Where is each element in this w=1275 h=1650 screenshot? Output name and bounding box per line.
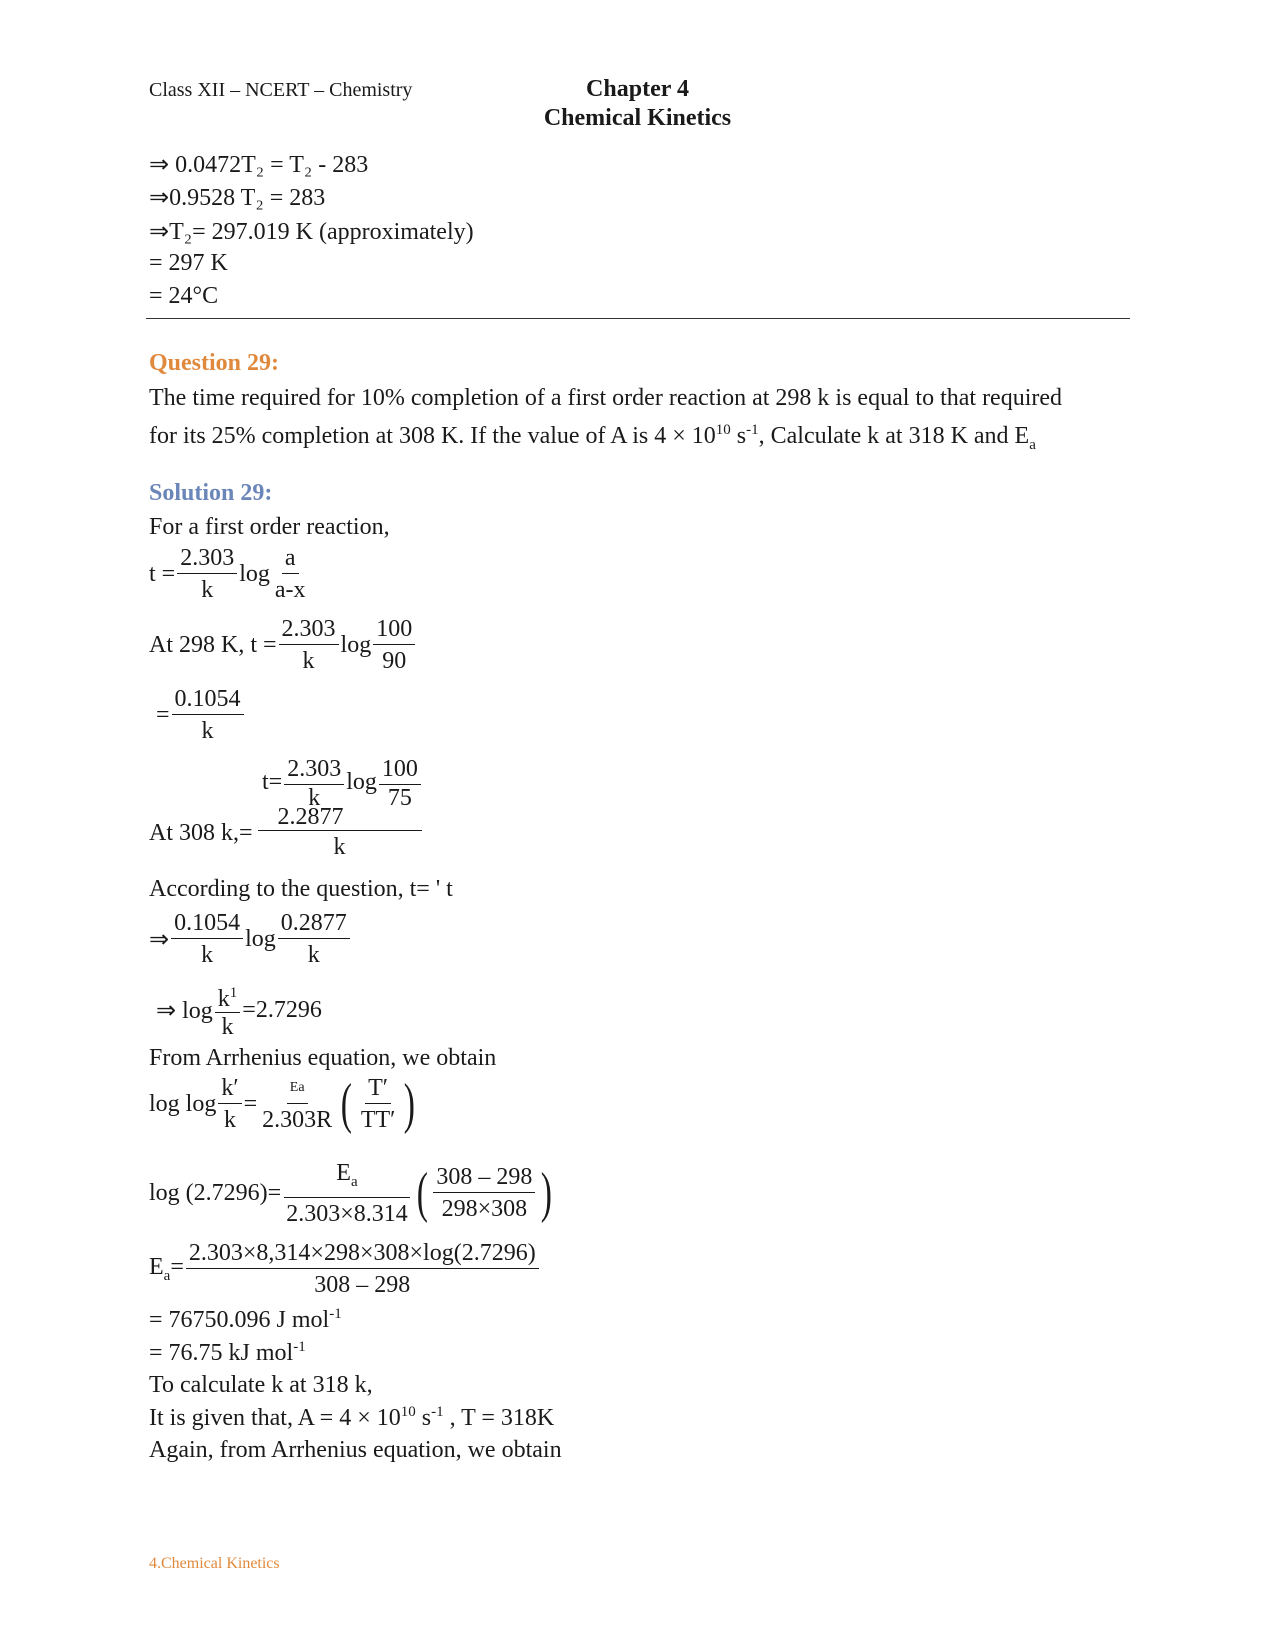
- q-sup-1: 10: [715, 422, 731, 438]
- eq9-left-paren: (: [416, 1162, 428, 1225]
- eq7-fraction: [215, 982, 241, 1038]
- equation-6: [149, 910, 352, 968]
- result2-sup: -1: [293, 1339, 306, 1355]
- eq9-lhs: log (2.7296)=: [149, 1179, 282, 1206]
- result1-sup: -1: [329, 1306, 342, 1322]
- q-text-a: for its 25% completion at 308 K. If the value of A is 4 × 10: [149, 423, 716, 449]
- eq2-num2: 100: [373, 616, 415, 645]
- eq4-den2: 75: [387, 785, 412, 811]
- eq9-den1: 2.303×8.314: [286, 1200, 408, 1227]
- eq3-fraction: [172, 686, 244, 744]
- eq1-num1: 2.303: [177, 545, 237, 574]
- according-text: According to the question, t= ' t: [149, 876, 453, 902]
- eq9-den2: 298×308: [441, 1196, 528, 1223]
- equation-2: [149, 616, 417, 674]
- eq5-num: 2.2877: [258, 806, 422, 831]
- eq1-num2: a: [282, 545, 299, 574]
- eq3-den: k: [201, 718, 214, 744]
- eq6-fraction-2: [278, 910, 350, 968]
- eq10-fraction: [186, 1240, 539, 1298]
- again-text: Again, from Arrhenius equation, we obtain: [149, 1437, 562, 1463]
- eq6-den2: k: [307, 942, 320, 968]
- eq10-den: 308 – 298: [314, 1272, 411, 1298]
- q-sub: a: [1029, 436, 1036, 453]
- eq1-log: log: [239, 560, 270, 587]
- question-line-2: [149, 414, 1139, 461]
- eq10-lhs: [149, 1254, 184, 1285]
- equation-7: [156, 982, 322, 1038]
- eq6-num1: 0.1054: [171, 910, 243, 939]
- eq3-lhs: =: [156, 701, 170, 728]
- given-c: , T = 318K: [443, 1405, 555, 1431]
- equation-5: [149, 806, 427, 860]
- eq7-num: [215, 982, 241, 1013]
- eq9-num1-sub: a: [350, 1173, 358, 1190]
- eq4-lhs: t=: [262, 768, 283, 795]
- equation-8: [149, 1075, 419, 1133]
- eq2-den1: k: [302, 648, 315, 674]
- eq9-num1-e: E: [336, 1160, 351, 1186]
- eq4-log: log: [346, 768, 377, 795]
- question-text: [149, 382, 1139, 461]
- eq9-right-paren: ): [541, 1162, 553, 1225]
- eq2-lhs: At 298 K, t =: [149, 631, 277, 658]
- question-title: Question 29:: [149, 350, 280, 376]
- eq5-fraction: [255, 806, 425, 860]
- eq6-lhs: ⇒: [149, 926, 170, 953]
- eq8-num3: T′: [365, 1075, 391, 1104]
- eq4-fraction-2: [379, 756, 421, 811]
- eq10-lhs-eq: =: [170, 1253, 184, 1280]
- chapter-heading: [0, 75, 1275, 133]
- eq8-den1: k: [223, 1107, 236, 1133]
- given-sup2: -1: [431, 1404, 444, 1420]
- section-divider: [146, 318, 1130, 319]
- to-calc-text: To calculate k at 318 k,: [149, 1372, 373, 1398]
- eq7-num-k: k: [217, 986, 230, 1012]
- q-text-c: , Calculate k at 318 K and E: [758, 423, 1030, 449]
- header-subject: Class XII – NCERT – Chemistry: [149, 79, 413, 101]
- prev-step-5: = 24°C: [149, 283, 219, 309]
- eq6-log: log: [245, 925, 276, 952]
- eq3-num: 0.1054: [172, 686, 244, 715]
- equation-1: [149, 545, 311, 603]
- eq5-den: k: [333, 834, 346, 860]
- eq6-den1: k: [201, 942, 214, 968]
- chapter-number: Chapter 4: [586, 76, 689, 102]
- eq7-num-sup: 1: [229, 985, 238, 1001]
- equation-4: [262, 756, 423, 811]
- eq8-num2: Ea: [287, 1075, 308, 1104]
- page-footer: 4.Chemical Kinetics: [149, 1555, 280, 1572]
- eq7-den: k: [221, 1014, 234, 1040]
- eq2-num1: 2.303: [279, 616, 339, 645]
- eq8-lhs: log log: [149, 1090, 217, 1117]
- eq1-fraction-2: [272, 545, 309, 603]
- given-b: s: [415, 1405, 432, 1431]
- eq8-num1: k′: [218, 1075, 241, 1104]
- eq7-lhs: ⇒ log: [156, 997, 213, 1024]
- eq9-fraction-2: [433, 1164, 535, 1222]
- eq8-fraction-1: [218, 1075, 241, 1133]
- eq6-num2: 0.2877: [278, 910, 350, 939]
- solution-title: Solution 29:: [149, 480, 273, 506]
- result-1: [149, 1306, 342, 1334]
- eq8-right-paren: ): [404, 1073, 416, 1135]
- eq9-num1: [284, 1160, 410, 1198]
- arrhenius-text: From Arrhenius equation, we obtain: [149, 1045, 497, 1071]
- eq7-rhs: =2.7296: [242, 996, 322, 1023]
- given-text: [149, 1404, 554, 1432]
- q-sup-2: -1: [746, 422, 759, 438]
- solution-intro: For a first order reaction,: [149, 514, 390, 540]
- question-line-1: The time required for 10% completion of a first order reaction at 298 k is equal to that required: [149, 385, 1063, 411]
- eq1-fraction-1: [177, 545, 237, 603]
- equation-9: [149, 1160, 556, 1227]
- eq8-equals: =: [243, 1090, 258, 1117]
- eq8-den3: TT′: [360, 1107, 396, 1133]
- eq2-log: log: [340, 631, 372, 658]
- equation-10: [149, 1240, 541, 1298]
- given-sup1: 10: [400, 1404, 416, 1420]
- eq4-den1: k: [308, 785, 321, 811]
- eq9-fraction-1: [283, 1160, 411, 1227]
- eq6-fraction-1: [171, 910, 243, 968]
- eq10-num: 2.303×8,314×298×308×log(2.7296): [186, 1240, 539, 1269]
- given-a: It is given that, A = 4 × 10: [149, 1405, 401, 1431]
- eq1-den2: a-x: [274, 577, 306, 603]
- result1-text: = 76750.096 J mol: [149, 1307, 330, 1333]
- eq8-den2: 2.303R: [262, 1107, 333, 1133]
- eq2-fraction-1: [279, 616, 339, 674]
- eq8-left-paren: (: [340, 1073, 353, 1135]
- eq2-fraction-2: [373, 616, 415, 674]
- prev-step-3: ⇒T₂= 297.019 K (approximately): [149, 219, 474, 245]
- eq1-lhs: t =: [149, 560, 176, 587]
- eq4-fraction-1: [284, 756, 344, 811]
- prev-step-4: = 297 K: [149, 250, 228, 276]
- eq5-lhs: At 308 k,=: [149, 819, 253, 846]
- eq4-num1: 2.303: [284, 756, 344, 785]
- eq10-lhs-sub: a: [163, 1267, 171, 1284]
- eq10-lhs-e: E: [149, 1253, 164, 1280]
- eq4-num2: 100: [379, 756, 421, 785]
- eq8-fraction-2: [259, 1075, 335, 1133]
- prev-step-1: ⇒ 0.0472T₂ = T₂ - 283: [149, 152, 369, 178]
- eq8-fraction-3: [358, 1075, 399, 1133]
- prev-step-2: ⇒0.9528 T₂ = 283: [149, 185, 326, 211]
- eq1-den1: k: [201, 577, 214, 603]
- result2-text: = 76.75 kJ mol: [149, 1340, 294, 1366]
- q-text-b: s: [730, 423, 747, 449]
- eq2-den2: 90: [382, 648, 407, 674]
- result-2: [149, 1339, 306, 1367]
- eq9-num2: 308 – 298: [433, 1164, 535, 1193]
- equation-3: [156, 686, 246, 744]
- chapter-title: Chemical Kinetics: [543, 105, 732, 131]
